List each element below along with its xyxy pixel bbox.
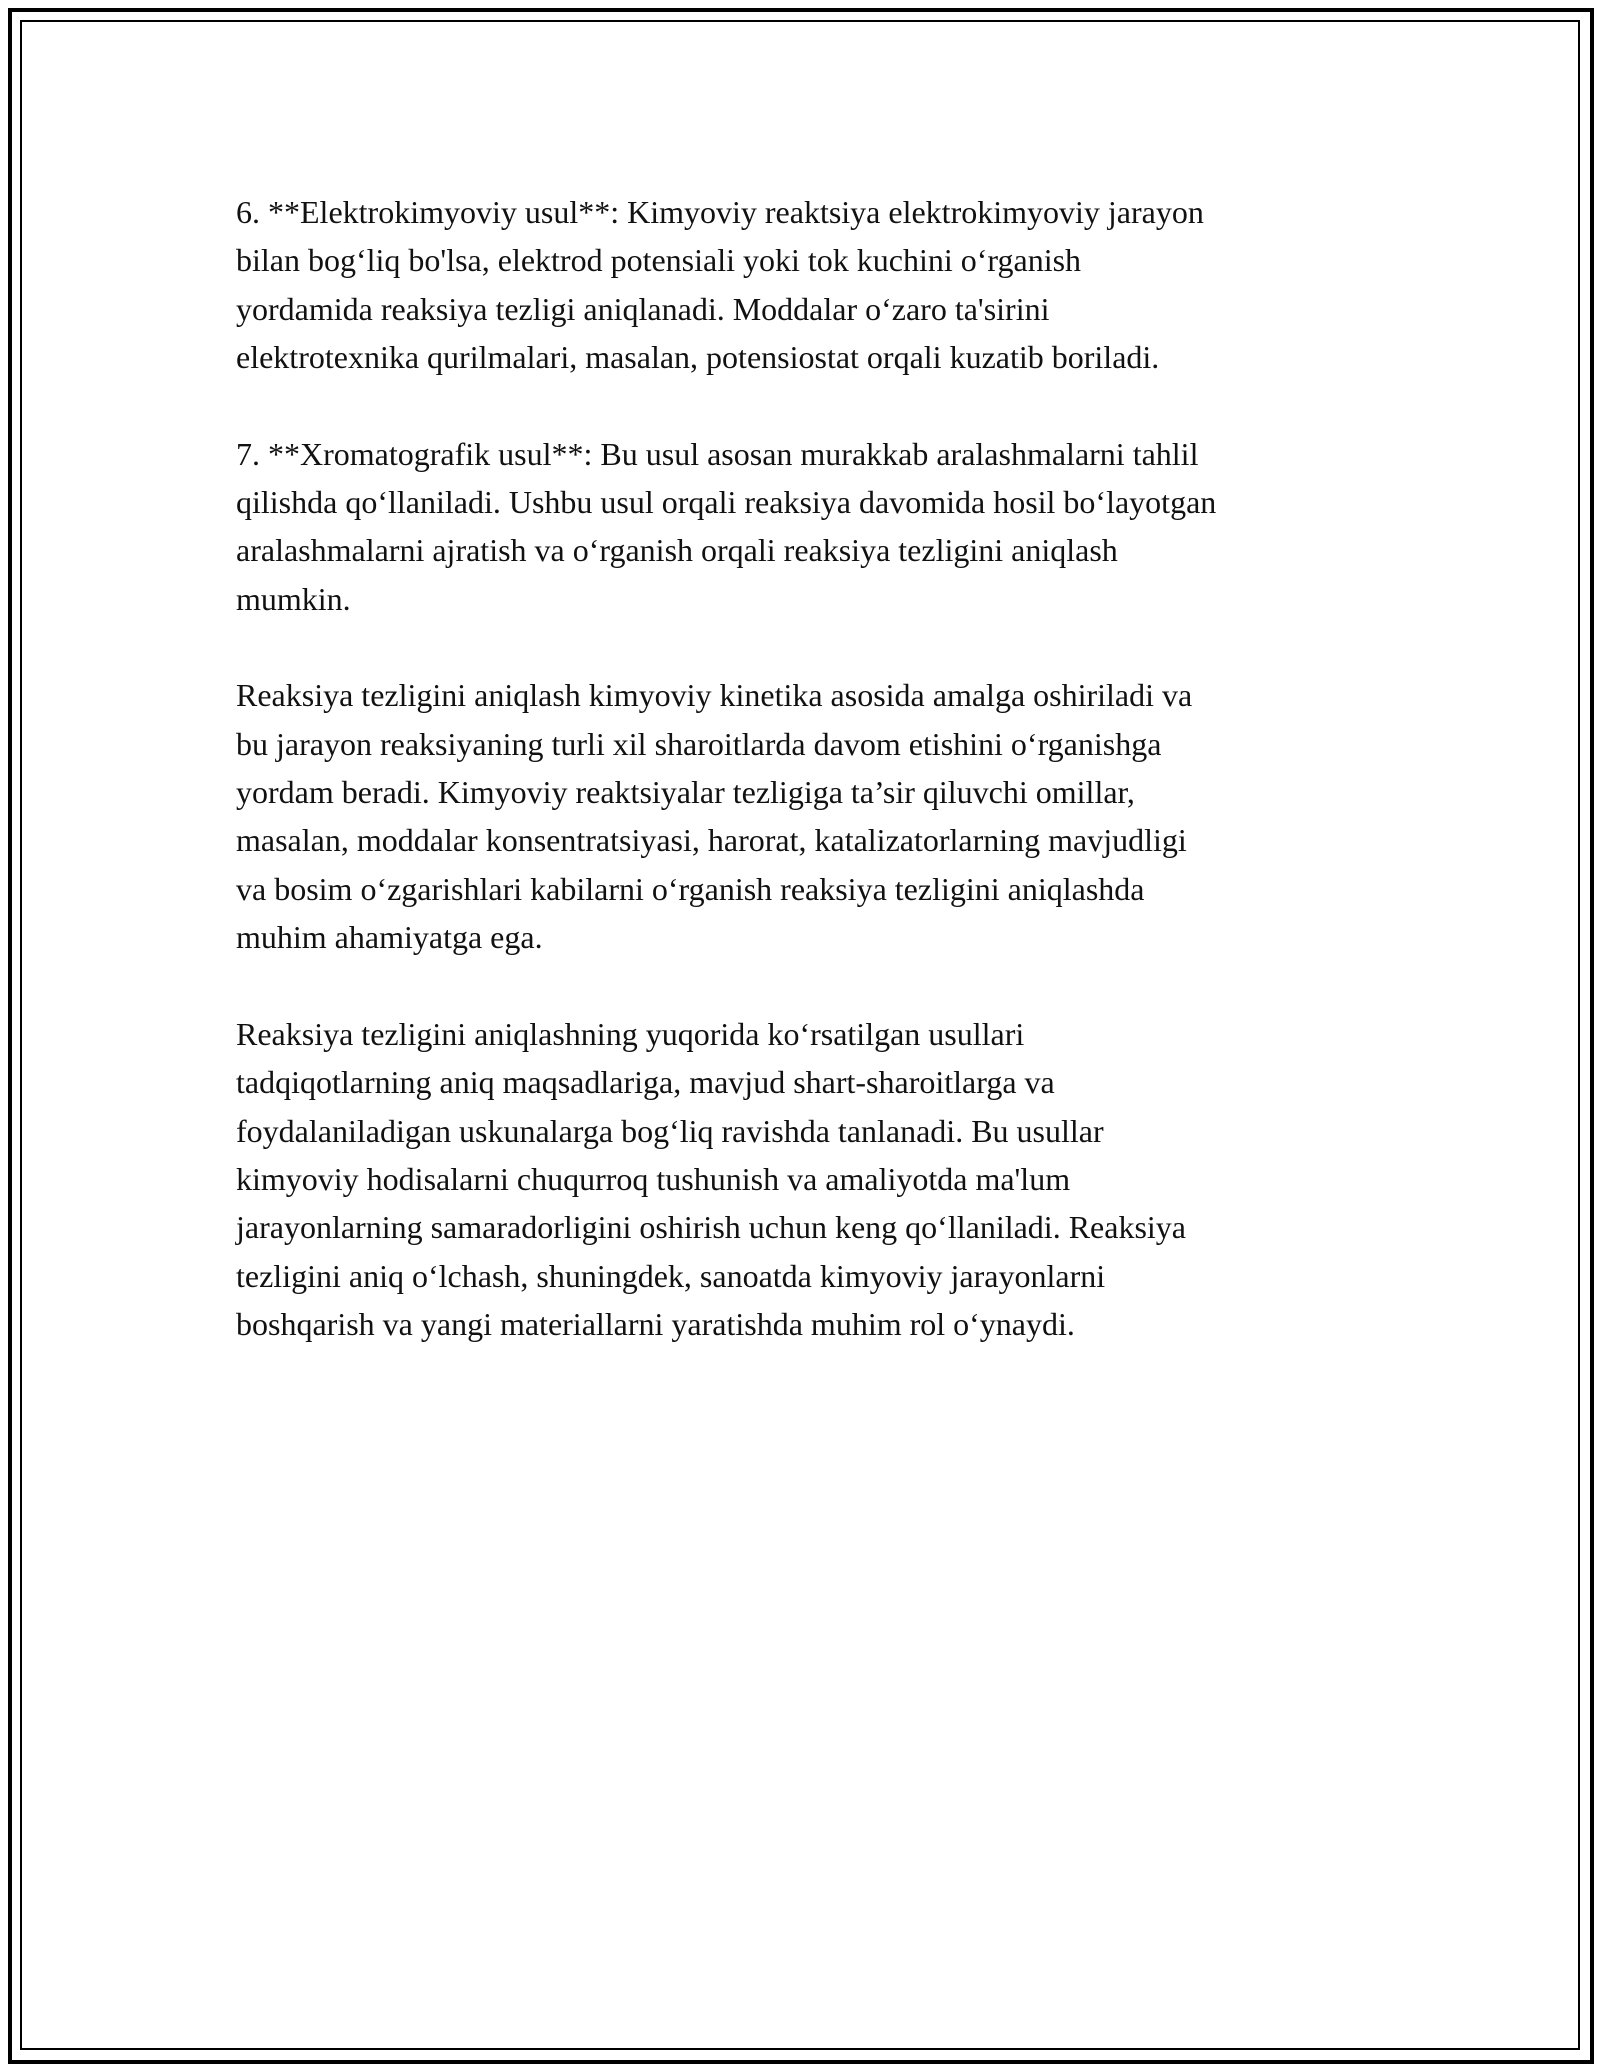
paragraph-electrochemical-method: 6. **Elektrokimyoviy usul**: Kimyoviy reaktsiya elektrokimyoviy jarayon bilan bog‘liq bo'lsa, elektrod potensiali yoki tok kuchini o‘rganish yordamida reaksiya tezligi aniqlanadi. Moddalar o‘zaro ta'sirini elektrotexnika qurilmalari, masalan, potensiostat orqali kuzatib boriladi. bbox=[236, 194, 1204, 376]
paragraph-conclusion: Reaksiya tezligini aniqlashning yuqorida ko‘rsatilgan usullari tadqiqotlarning aniq maqsadlariga, mavjud shart-sharoitlarga va foydalaniladigan uskunalarga bog‘liq ravishda tanlanadi. Bu usullar kimyoviy hodisalarni chuqurroq tushunish va amaliyotda ma'lum jarayonlarning samaradorligini oshirish uchun keng qo‘llaniladi. Reaksiya tezligini aniq o‘lchash, shuningdek, sanoatda kimyoviy jarayonlarni boshqarish va yangi materiallarni yaratishda muhim rol o‘ynaydi. bbox=[236, 1015, 1186, 1343]
document-body bbox=[236, 188, 1376, 1397]
paragraph-kinetics-summary: Reaksiya tezligini aniqlash kimyoviy kinetika asosida amalga oshiriladi va bu jarayon reaksiyaning turli xil sharoitlarda davom etishini o‘rganishga yordam beradi. Kimyoviy reaktsiyalar tezligiga ta’sir qiluvchi omillar, masalan, moddalar konsentratsiyasi, harorat, katalizatorlarning mavjudligi va bosim o‘zgarishlari kabilarni o‘rganish reaksiya tezligini aniqlashda muhim ahamiyatga ega. bbox=[236, 677, 1193, 956]
paragraph-chromatographic-method: 7. **Xromatografik usul**: Bu usul asosan murakkab aralashmalarni tahlil qilishda qo‘llaniladi. Ushbu usul orqali reaksiya davomida hosil bo‘layotgan aralashmalarni ajratish va o‘rganish orqali reaksiya tezligini aniqlash mumkin. bbox=[236, 435, 1217, 617]
